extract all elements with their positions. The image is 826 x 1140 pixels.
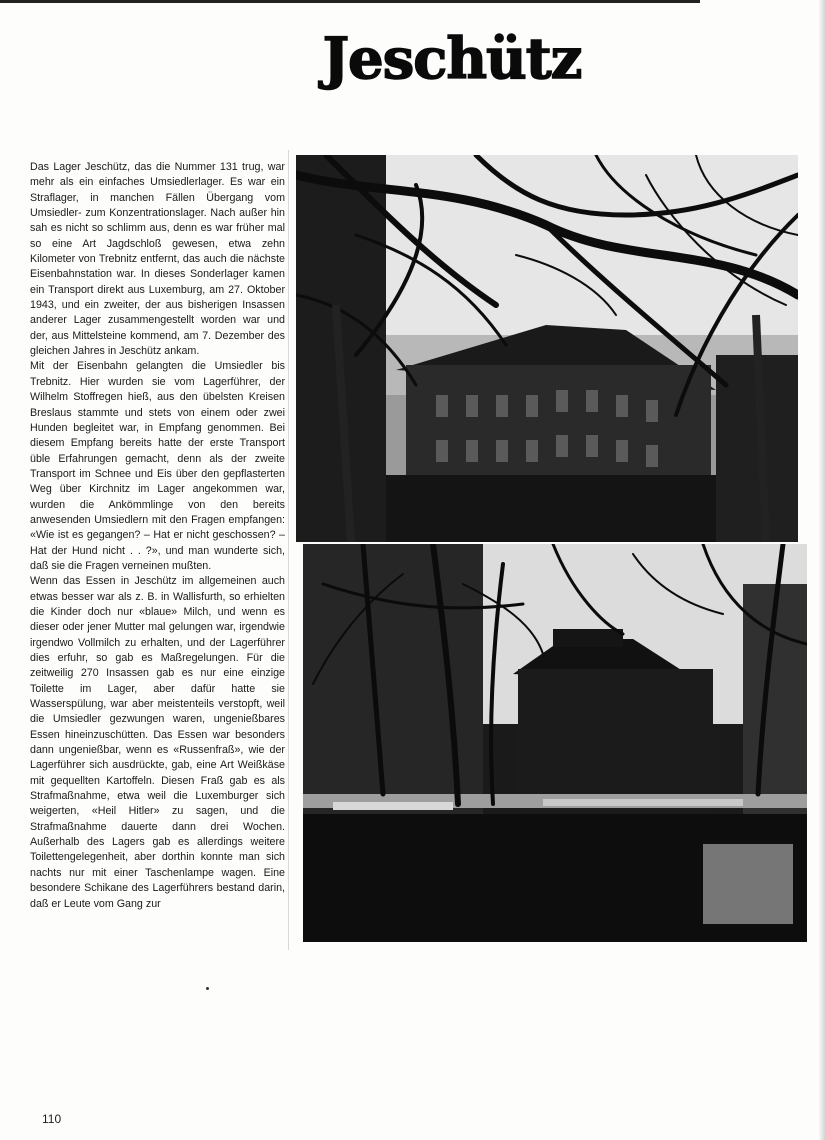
photo-hunting-lodge-with-trees — [296, 155, 798, 542]
body-text-column — [30, 160, 285, 950]
paragraph-2: Mit der Eisenbahn gelangten die Umsiedler bis Trebnitz. Hier wurden sie vom Lagerführer, der Wilhelm Stoffregen hieß, aus den übelsten Kreisen Breslaus stammte und stets von einem oder zwei Hunden begleitet war, in Empfang genommen. Bei diesem Empfang bereits hatte der erste Transport üble Erfahrungen gemacht, denn als der zweite Transport im Schnee und Eis über den gepflasterten Weg über Kirchnitz im Lager angekommen war, wurden die Ankömmlinge von den bereits anwesenden Umsiedlern mit den Fragen empfangen: «Wie ist es gegangen? – Hat er nicht geschossen? – Hat der Hund nicht . . ?», und man wunderte sich, daß sie die Fragen verneinen mußten. — [30, 360, 285, 572]
stray-mark — [206, 987, 209, 990]
photo-lodge-by-pond — [303, 544, 807, 942]
page-number: 110 — [42, 1112, 62, 1126]
column-divider — [288, 150, 289, 950]
paragraph-3: Wenn das Essen in Jeschütz im allgemeinen auch etwas besser war als z. B. in Wallisfurth, so erhielten die Kinder doch nur «blaue» Milch, und wenn es dieser oder jener Mutter mal gelungen war, irgendwie irgendwo Vollmilch zu erhalten, und der Lagerführer dies erfuhr, so gab es Maßregelungen. Für die zeitweilig 270 Insassen gab es nur eine einzige Toilette im Lager, aber dafür hatte sie Wasserspülung, war aber meistenteils verstopft, weil die Umsiedler gezwungen waren, ungenießbares Essen hineinzuschütten. Das Essen war besonders dann ungenießbar, wenn es «Russenfraß», wie der Lagerführer sich ausdrückte, gab, eine Art Weißkäse mit gequellten Kartoffeln. Diesen Fraß gab es als Strafmaßnahme, etwa weil die Luxemburger sich weigerten, «Heil Hitler» zu sagen, und die Strafmaßnahme dauerte dann drei Wochen. Außerhalb des Lagers gab es allerdings weitere Toilettengelegenheit, aber dorthin konnte man sich nachts nur mit einer Taschenlampe wagen. Eine besondere Schikane des Lagerführers bestand darin, daß er Leute vom Gang zur — [30, 575, 285, 910]
paragraph-1: Das Lager Jeschütz, das die Nummer 131 trug, war mehr als ein einfaches Umsiedlerlager. Es war ein Straflager, in manchen Fällen Übergang vom Umsiedler- zum Konzentrationslager. Nach außer hin sah es nicht so schlimm aus, denn es war früher mal so eine Art Jagdschloß gewesen, etwa zehn Kilometer von Trebnitz entfernt, das auch die nächste Eisenbahnstation war. In dieses Sonderlager kamen ein Transport direkt aus Luxemburg, am 27. Oktober 1943, und ein zweiter, der aus bisherigen Insassen anderer Lager zusammengestellt worden war und der, aus Mittelsteine kommend, am 7. Dezember des gleichen Jahres in Jeschütz ankam. — [30, 161, 285, 358]
page-title: Jeschütz — [322, 26, 582, 92]
page-edge-shadow — [818, 0, 826, 1140]
top-rule — [0, 0, 700, 3]
